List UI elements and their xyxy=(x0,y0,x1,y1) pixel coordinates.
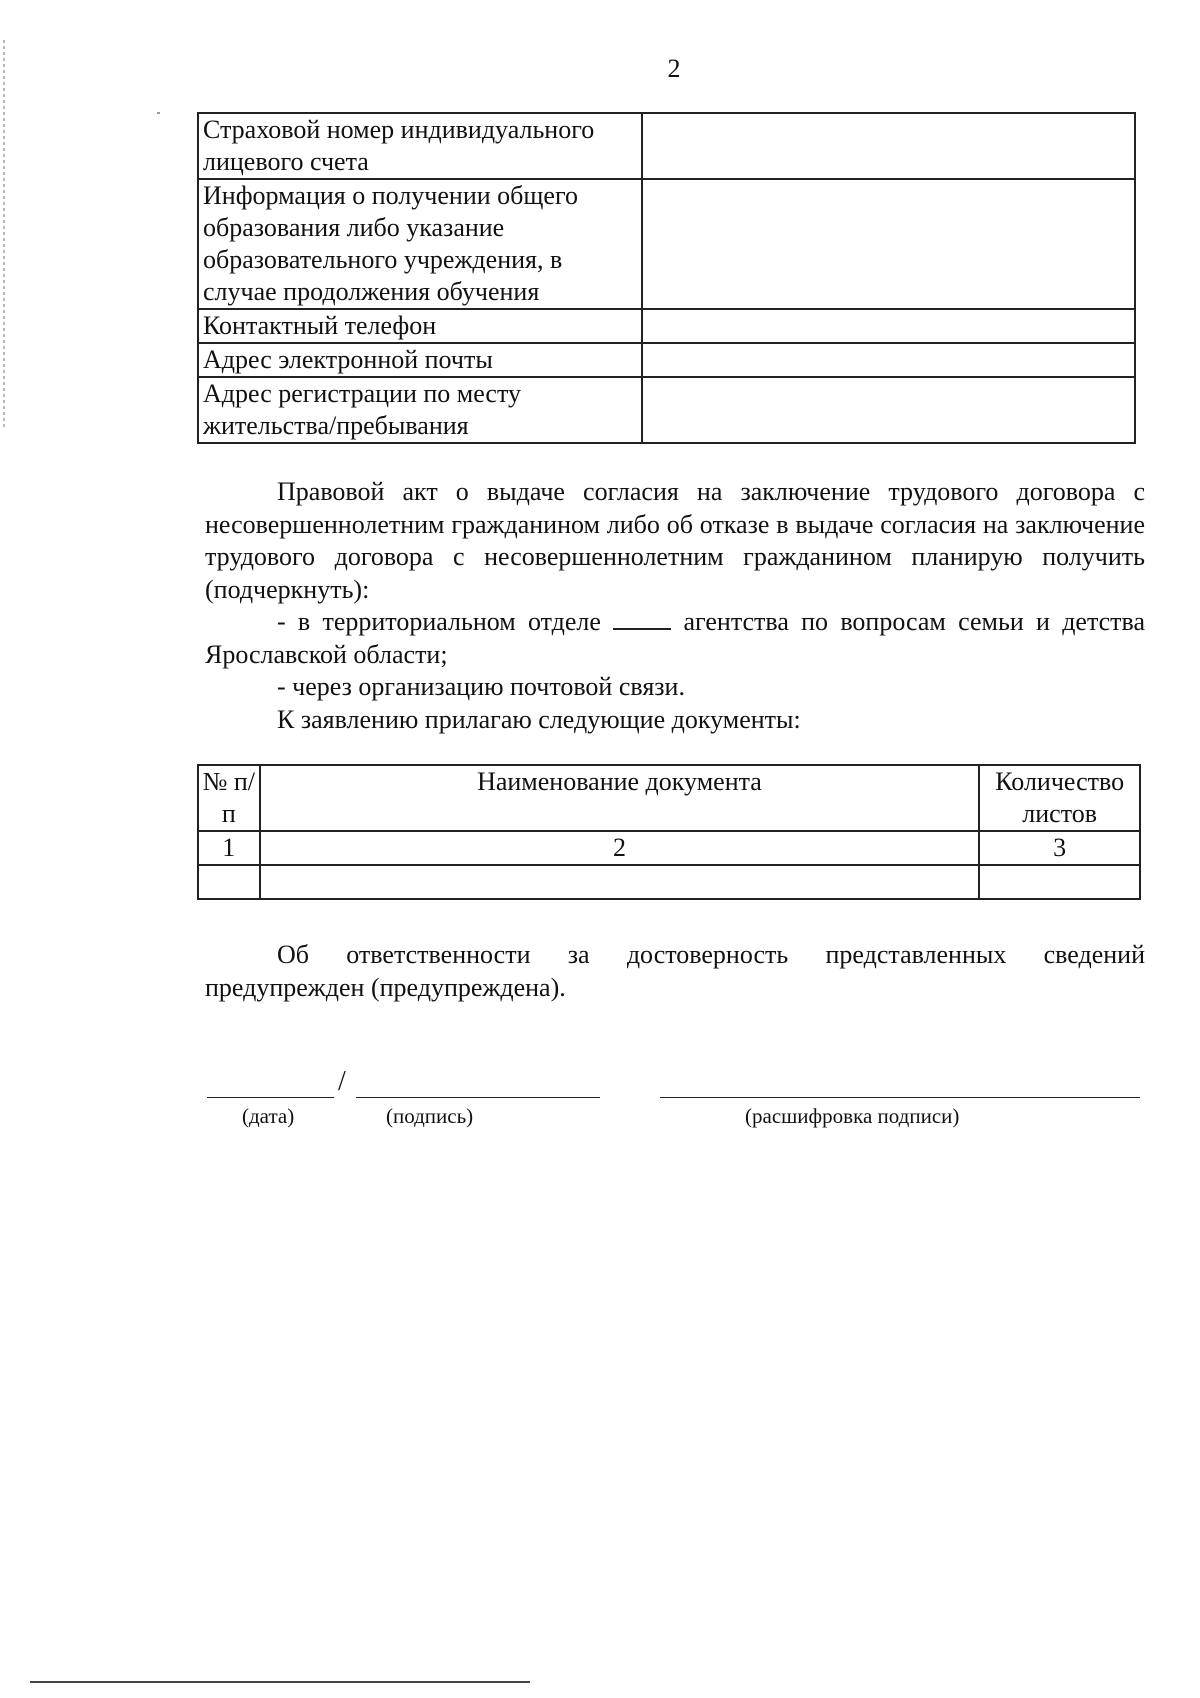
option-postal: - через организацию почтовой связи. xyxy=(277,672,685,701)
attachments-intro: К заявлению прилагаю следующие документы: xyxy=(277,704,801,734)
signature-line[interactable] xyxy=(356,1097,600,1098)
numbering-cell: 1 xyxy=(198,831,260,865)
row-label-education: Информация о получении общего образования либо указание образовательного учреждения, в случае продолжения обучения xyxy=(198,179,642,309)
signature-decoding-caption: (расшифровка подписи) xyxy=(745,1104,960,1128)
date-caption: (дата) xyxy=(242,1104,295,1128)
numbering-cell: 2 xyxy=(260,831,980,865)
row-value-snils[interactable] xyxy=(642,113,1135,179)
empty-cell[interactable] xyxy=(198,865,260,899)
responsibility-statement: Об ответственности за достоверность представленных сведений предупрежден (предупреждена). xyxy=(205,940,1145,1002)
row-label-snils: Страховой номер индивидуального лицевого счета xyxy=(198,113,642,179)
table-row xyxy=(198,343,1135,377)
binding-marks xyxy=(3,40,5,430)
row-label-address: Адрес регистрации по месту жительства/пребывания xyxy=(198,377,642,443)
attachments-table xyxy=(197,764,1141,900)
option-territorial-office xyxy=(205,606,1145,671)
decision-section xyxy=(205,476,1145,736)
header-sheet-count: Количество листов xyxy=(979,765,1140,831)
table-row xyxy=(198,831,1140,865)
date-line[interactable] xyxy=(207,1097,334,1098)
row-value-education[interactable] xyxy=(642,179,1135,309)
page-number: 2 xyxy=(667,54,681,83)
date-signature-separator: / xyxy=(338,1066,346,1097)
table-row xyxy=(198,113,1135,179)
signature-caption: (подпись) xyxy=(386,1104,474,1128)
signature-decoding-line[interactable] xyxy=(660,1097,1140,1098)
table-row xyxy=(198,377,1135,443)
header-number: № п/п xyxy=(198,765,260,831)
margin-tick xyxy=(157,112,160,114)
applicant-info-table xyxy=(197,112,1136,444)
option1-after: агентства по вопросам семьи и детства Ярославской области; xyxy=(205,607,1146,669)
row-value-address[interactable] xyxy=(642,377,1135,443)
numbering-cell: 3 xyxy=(979,831,1140,865)
row-value-phone[interactable] xyxy=(642,309,1135,343)
table-row xyxy=(198,865,1140,899)
footer-rule xyxy=(30,1681,530,1683)
office-blank-field[interactable] xyxy=(613,608,671,630)
table-header-row xyxy=(198,765,1140,831)
decision-paragraph: Правовой акт о выдаче согласия на заключение трудового договора с несовершеннолетним гражданином либо об отказе в выдаче согласия на заключение трудового договора с несовершеннолетним гражданином планирую получить (подчеркнуть): xyxy=(205,477,1145,604)
option1-before: - в территориальном отделе xyxy=(277,607,601,636)
header-document-name: Наименование документа xyxy=(260,765,980,831)
table-row xyxy=(198,309,1135,343)
row-label-email: Адрес электронной почты xyxy=(198,343,642,377)
empty-cell[interactable] xyxy=(260,865,980,899)
row-label-phone: Контактный телефон xyxy=(198,309,642,343)
row-value-email[interactable] xyxy=(642,343,1135,377)
table-row xyxy=(198,179,1135,309)
empty-cell[interactable] xyxy=(979,865,1140,899)
